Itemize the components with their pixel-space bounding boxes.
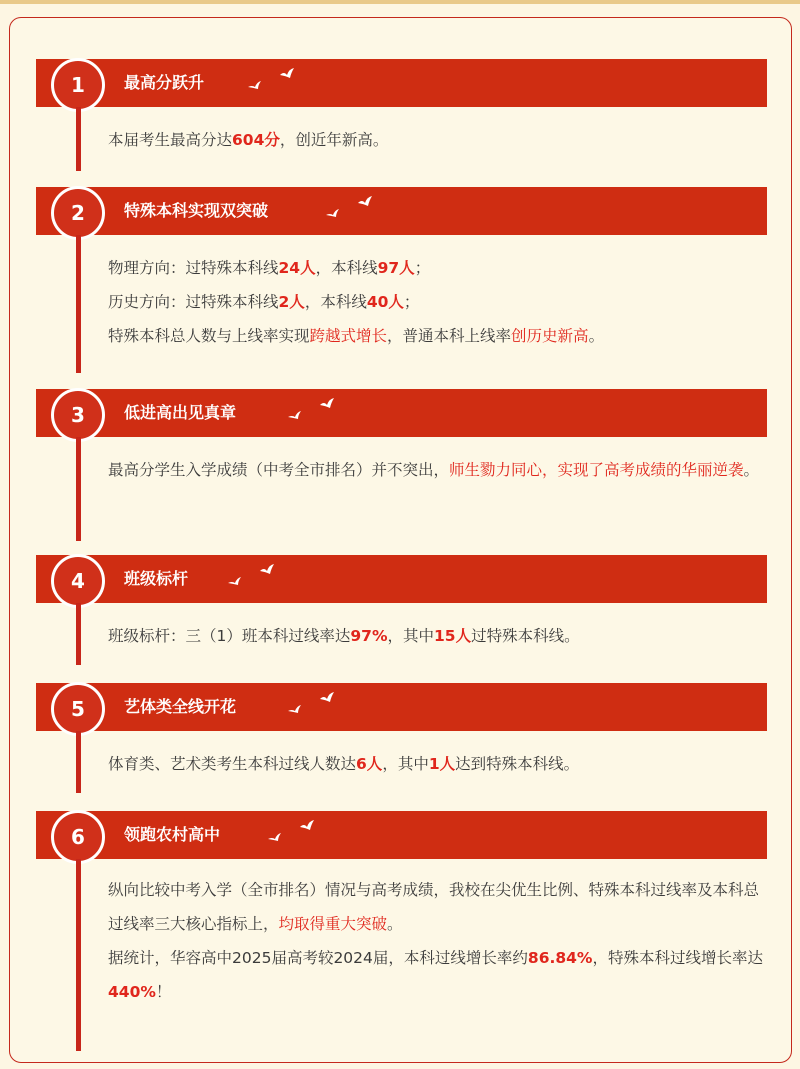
timeline-line [76,603,81,665]
section-number-badge: 1 [51,58,105,112]
birds-icon [222,561,282,591]
body-text: ； [403,293,420,311]
timeline-line [76,731,81,793]
body-text: 达到特殊本科线。 [455,755,580,773]
highlight-number: 97% [350,627,388,645]
body-text: ，普通本科上线率 [387,327,512,345]
birds-icon [262,817,322,847]
section-header-bar [36,59,767,107]
section-number-badge: 2 [51,186,105,240]
body-text: 本届考生最高分达 [108,131,233,149]
body-paragraph [108,747,763,781]
highlight-number: 2人 [278,293,305,311]
section-title: 最高分跃升 [124,73,205,92]
section-title: 低进高出见真章 [124,403,237,422]
body-paragraph [108,319,763,353]
timeline-line [76,859,81,1051]
body-text: 。 [387,915,403,933]
body-text: 体育类、艺术类考生本科过线人数达 [108,755,357,773]
section-title: 特殊本科实现双突破 [124,201,269,220]
timeline-line [76,107,81,171]
body-text: ，特殊本科过线增长率达 [592,949,763,967]
section-header-bar [36,187,767,235]
section-title: 艺体类全线开花 [124,697,237,716]
highlight-phrase: 均取得重大突破 [278,915,388,933]
section-body [108,619,763,653]
section-header-bar [36,389,767,437]
body-text: ，本科线 [315,259,378,277]
body-paragraph [108,619,763,653]
section-number-badge: 5 [51,682,105,736]
body-text: ，本科线 [304,293,367,311]
section-number-badge: 6 [51,810,105,864]
section-body [108,747,763,781]
body-text: ，其中 [382,755,429,773]
body-text: 特殊本科总人数与上线率实现 [108,327,310,345]
body-text: 班级标杆：三（1）班本科过线率达 [108,627,351,645]
timeline-line [76,437,81,541]
body-text: 据统计，华容高中2025届高考较2024届，本科过线增长率约 [108,949,528,967]
section-title: 班级标杆 [124,569,189,588]
body-text: ，创近年新高。 [279,131,389,149]
section-body [108,251,763,353]
highlight-number: 97人 [377,259,415,277]
section-title: 领跑农村高中 [124,825,221,844]
body-text: 。 [743,461,760,479]
highlight-number: 1人 [428,755,456,773]
body-text: 最高分学生入学成绩（中考全市排名）并不突出， [108,461,450,479]
section-body [108,123,763,157]
body-paragraph [108,453,763,487]
highlight-number: 40人 [366,293,404,311]
highlight-number: 440% [108,983,156,1001]
body-paragraph [108,873,763,941]
highlight-number: 24人 [278,259,316,277]
body-text: ； [414,259,431,277]
body-text: 过特殊本科线。 [471,627,580,645]
section-header-bar [36,683,767,731]
body-text: 物理方向：过特殊本科线 [108,259,279,277]
highlight-number: 15人 [434,627,472,645]
timeline-line [76,235,81,373]
body-paragraph [108,285,763,319]
body-text: 纵向比较中考入学（全市排名）情况与高考成绩，我校在尖优生比例、特殊本科过线率及本科总过线率三大核心指标上， [108,881,760,933]
body-paragraph [108,941,763,1009]
body-text: ，其中 [387,627,434,645]
birds-icon [242,65,302,95]
highlight-number: 6人 [356,755,383,773]
section-number-badge: 3 [51,388,105,442]
highlight-phrase: 跨越式增长 [309,327,388,345]
section-body [108,873,763,1009]
birds-icon [282,689,342,719]
body-text: 历史方向：过特殊本科线 [108,293,279,311]
section-header-bar [36,555,767,603]
top-border [0,0,800,4]
highlight-number: 86.84% [527,949,593,967]
body-paragraph [108,123,763,157]
birds-icon [282,395,342,425]
section-number-badge: 4 [51,554,105,608]
section-body [108,453,763,487]
highlight-phrase: 创历史新高 [511,327,589,345]
birds-icon [320,193,380,223]
highlight-number: 604分 [232,131,280,149]
body-text: 。 [588,327,605,345]
section-header-bar [36,811,767,859]
highlight-phrase: 师生勠力同心，实现了高考成绩的华丽逆袭 [449,461,744,479]
body-paragraph [108,251,763,285]
body-text: ！ [155,983,172,1001]
